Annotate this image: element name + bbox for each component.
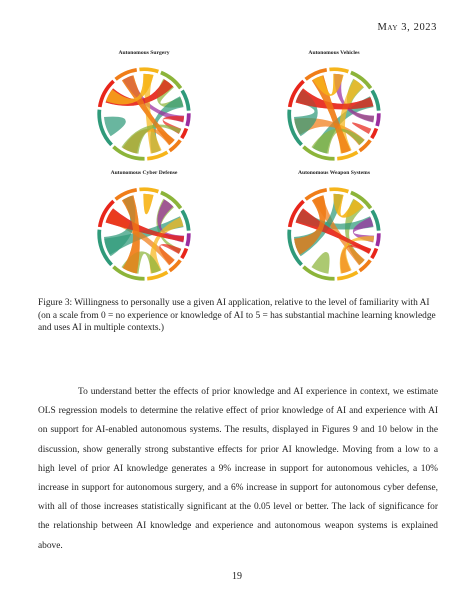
chord-diagram xyxy=(278,58,390,170)
chord-diagram-figure xyxy=(74,50,404,290)
chord-group-arc xyxy=(185,233,190,246)
chord-diagram xyxy=(88,178,200,290)
panel-title: Autonomous Weapon Systems xyxy=(297,170,370,176)
chord-group-arc xyxy=(337,271,358,281)
chord-group-arc xyxy=(139,67,159,73)
chord-group-arc xyxy=(329,187,349,193)
chord-group-arc xyxy=(337,151,358,161)
chord-group-arc xyxy=(371,90,381,111)
chord-ribbon xyxy=(352,122,371,134)
chord-group-arc xyxy=(180,248,188,259)
panel-title: Autonomous Cyber Defense xyxy=(110,170,178,176)
chord-diagram xyxy=(88,58,200,170)
chord-panel-weapon-systems xyxy=(264,170,404,292)
chord-ribbon xyxy=(311,252,329,274)
chord-diagram xyxy=(278,178,390,290)
chord-group-arc xyxy=(147,151,168,161)
panel-title: Autonomous Vehicles xyxy=(308,50,360,56)
chord-panel-surgery xyxy=(74,50,214,172)
chord-group-arc xyxy=(370,248,378,259)
chord-group-arc xyxy=(139,187,159,193)
running-head: May 3, 2023 xyxy=(377,22,437,33)
chord-group-arc xyxy=(180,128,188,139)
chord-group-arc xyxy=(370,128,378,139)
chord-group-arc xyxy=(329,67,349,73)
body-paragraph: To understand better the effects of prior knowledge and AI experience in context, we estimate OLS regression models to determine the relative effect of prior knowledge of AI and experience with AI on support for AI-enabled autonomous systems. The results, displayed in Figures 9 and 10 below in the discussion, show generally strong substantive effects for prior AI knowledge. Moving from a low to a high level of prior AI knowledge generates a 9% increase in support for autonomous vehicles, a 10% increase in support for autonomous surgery, and a 6% increase in support for autonomous cyber defense, with all of those increases statistically significant at the 0.05 level or better. The lack of significance for the relationship between AI knowledge and experience and autonomous weapon systems is explained above. xyxy=(38,387,438,551)
chord-ribbon xyxy=(143,194,153,214)
chord-group-arc xyxy=(375,113,380,126)
chord-group-arc xyxy=(181,210,191,231)
chord-group-arc xyxy=(147,271,168,281)
figure-caption: Figure 3: Willingness to personally use a given AI application, relative to the level of familiarity with AI (on a scale from 0 = no experience or knowledge of AI to 5 = has substantial machine learning knowledge and uses AI in multiple contexts.) xyxy=(38,298,436,334)
chord-ribbon xyxy=(104,117,126,137)
panel-title: Autonomous Surgery xyxy=(118,50,170,56)
chord-panel-vehicles xyxy=(264,50,404,172)
chord-group-arc xyxy=(371,210,381,231)
chord-panel-cyber-defense xyxy=(74,170,214,292)
chord-group-arc xyxy=(181,90,191,111)
page-number: 19 xyxy=(232,571,242,582)
chord-group-arc xyxy=(375,233,380,246)
chord-group-arc xyxy=(185,113,190,126)
